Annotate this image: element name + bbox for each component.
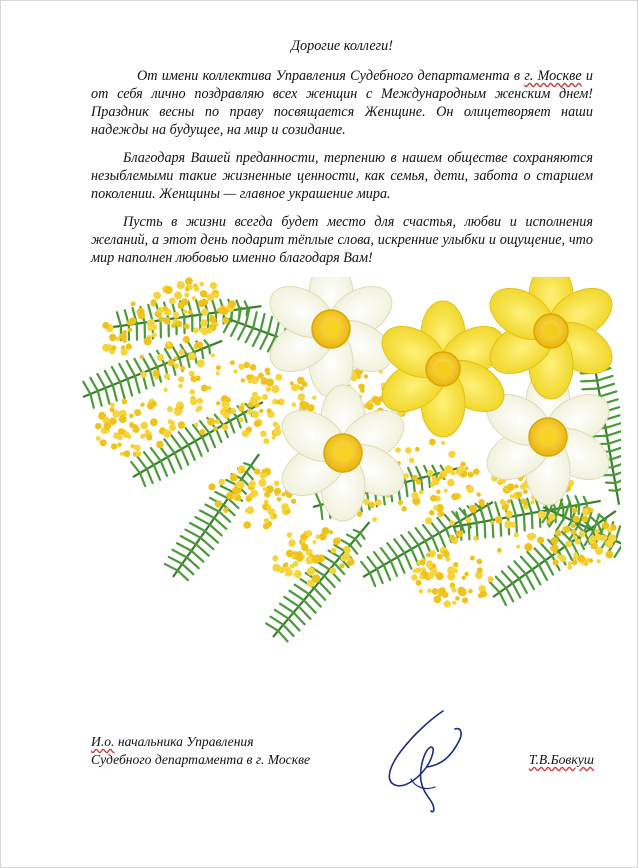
signatory-position-line-2: Судебного департамента в г. Москве [91,752,311,767]
paragraph-1-middle: и от себя лично поздравляю всех женщин с Международным женским днем [91,68,594,102]
paragraph-1-end: ! Праздник весны по праву посвящается Женщине. Он олицетворяет наши надежды на будущее, на мир и созидание. [91,86,593,138]
position-abbreviation: И.о. [91,734,115,749]
position-title: начальника Управления [114,734,254,749]
paragraph-2: Благодаря Вашей преданности, терпению в нашем обществе сохраняются незыблемыми такие жизненные ценности, как семья, дети, забота о старшем поколении. Женщины — главное украшение мира. [91,150,593,202]
paragraph-1 [91,67,593,139]
paragraph-1-city: г. Москве [524,68,582,84]
flower-illustration [73,277,621,649]
paragraph-1-start: От имени коллектива Управления Судебного департамента в [137,68,525,84]
signatory-name: Т.В.Бовкуш [528,752,594,767]
signatory-position-line-1 [91,733,596,751]
signature-block [91,733,596,769]
handwritten-signature [371,707,477,813]
greeting: Дорогие коллеги! [291,38,393,54]
letter-body [91,37,593,277]
paragraph-3: Пусть в жизни всегда будет место для счастья, любви и исполнения желаний, а этот день подарит тёплые слова, искренние улыбки и ощущение, что мир наполнен любовью именно благодаря Вам! [91,214,593,266]
daffodil-white-top [261,277,401,397]
